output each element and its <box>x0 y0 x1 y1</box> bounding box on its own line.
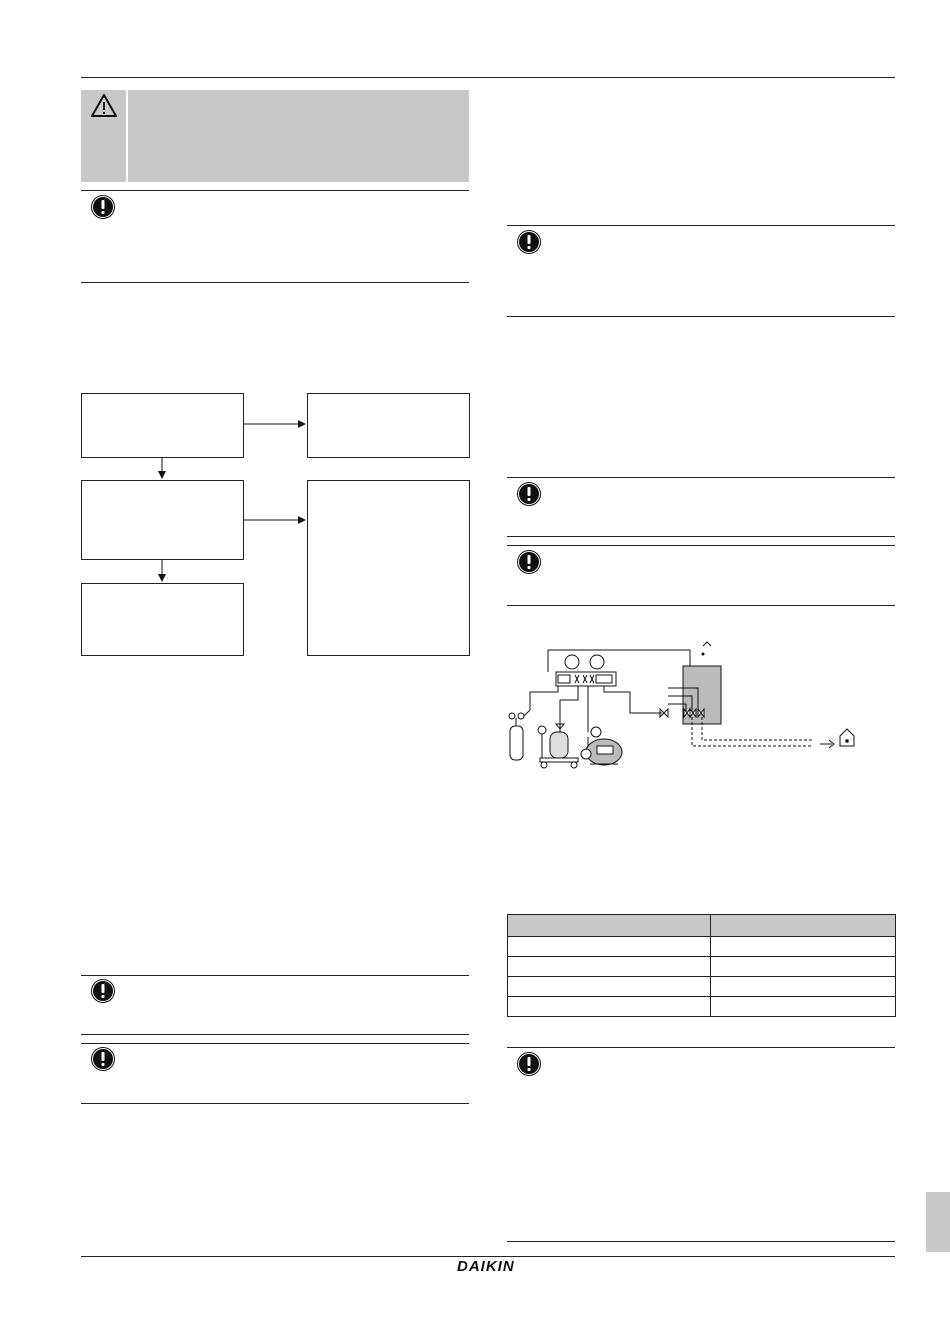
notice-rule <box>507 536 895 537</box>
notice-rule <box>81 1034 469 1035</box>
table-header-cell <box>508 915 711 937</box>
notice-rule <box>507 605 895 606</box>
table-row <box>508 997 896 1017</box>
exclamation-circle-icon <box>516 1051 542 1077</box>
table-cell <box>508 997 711 1017</box>
notice-rule <box>507 316 895 317</box>
table-cell <box>508 957 711 977</box>
table-row <box>508 957 896 977</box>
table-cell <box>711 937 896 957</box>
table-header-row <box>508 915 896 937</box>
data-table <box>507 914 896 1017</box>
outdoor-unit <box>668 642 721 724</box>
refrigerant-charging-diagram <box>500 640 870 775</box>
brand-logo: DAIKIN <box>457 1258 515 1275</box>
side-tab <box>926 1192 950 1252</box>
notice-rule <box>507 477 895 478</box>
exclamation-circle-icon <box>90 978 116 1004</box>
notice-rule <box>507 1047 895 1048</box>
footer-rule <box>81 1256 895 1257</box>
nitrogen-cylinder <box>509 710 530 760</box>
table-header-cell <box>711 915 896 937</box>
table-cell <box>711 997 896 1017</box>
exclamation-circle-icon <box>516 481 542 507</box>
notice-rule <box>81 1043 469 1044</box>
exclamation-circle-icon <box>516 549 542 575</box>
table-row <box>508 937 896 957</box>
notice-rule <box>81 975 469 976</box>
table-cell <box>508 937 711 957</box>
notice-rule <box>81 1103 469 1104</box>
exclamation-circle-icon <box>90 1046 116 1072</box>
table-row <box>508 977 896 997</box>
table-cell <box>711 957 896 977</box>
indoor-unit <box>820 729 854 748</box>
refrigerant-cylinder-on-scale <box>538 720 578 768</box>
notice-rule <box>507 225 895 226</box>
manifold-gauge <box>530 650 690 732</box>
vacuum-pump <box>581 727 622 765</box>
table-cell <box>711 977 896 997</box>
exclamation-circle-icon <box>516 229 542 255</box>
notice-rule <box>507 545 895 546</box>
table-cell <box>508 977 711 997</box>
notice-rule <box>507 1241 895 1242</box>
